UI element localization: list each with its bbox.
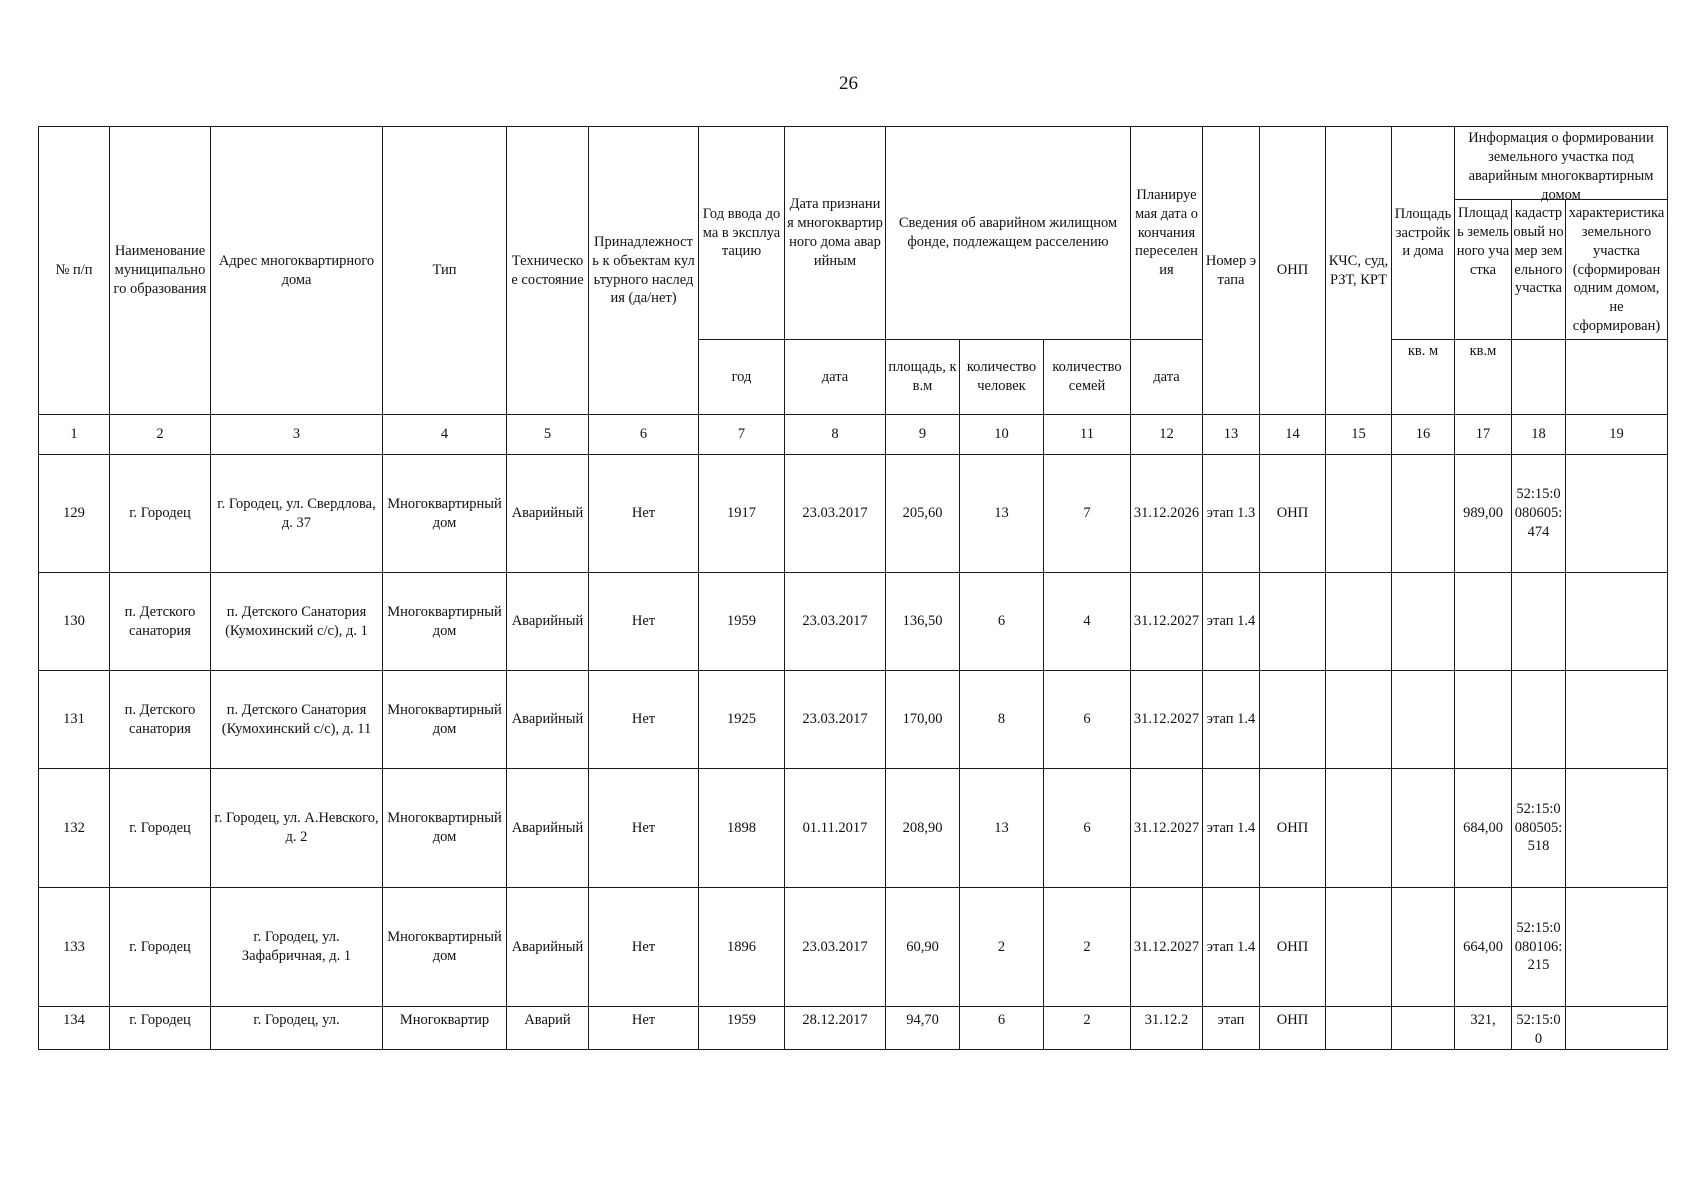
cell-heritage: Нет <box>589 1007 699 1050</box>
header-row <box>39 127 1668 340</box>
cell-state: Аварийный <box>507 769 589 888</box>
header-municipality: Наименование муниципального образования <box>110 127 211 415</box>
cell-type: Многоквартир <box>383 1007 507 1050</box>
cell-plan-date: 31.12.2027 <box>1131 573 1203 671</box>
cell-families: 2 <box>1044 888 1131 1007</box>
column-number: 19 <box>1566 415 1668 455</box>
table-row <box>39 573 1668 671</box>
cell-people: 13 <box>960 455 1044 573</box>
column-number: 7 <box>699 415 785 455</box>
header-recognition-date: Дата признания многоквартирного дома аварийным <box>785 127 886 340</box>
cell-number: 134 <box>39 1007 110 1050</box>
cell-number: 132 <box>39 769 110 888</box>
cell-plan-date: 31.12.2027 <box>1131 769 1203 888</box>
cell-number: 129 <box>39 455 110 573</box>
header-housing-fund: Сведения об аварийном жилищном фонде, подлежащем расселению <box>886 127 1131 340</box>
cell-people: 8 <box>960 671 1044 769</box>
header-land-area: Площадь земельного участка <box>1455 200 1512 339</box>
cell-plan-date: 31.12.2027 <box>1131 671 1203 769</box>
cell-year: 1959 <box>699 1007 785 1050</box>
unit-plan-date: дата <box>1131 340 1203 415</box>
cell-onp: ОНП <box>1260 888 1326 1007</box>
cell-building-area <box>1392 1007 1455 1050</box>
cell-land-area <box>1455 671 1512 769</box>
header-planned-date: Планируемая дата окончания переселения <box>1131 127 1203 340</box>
unit-families: количество семей <box>1044 340 1131 415</box>
cell-stage: этап 1.4 <box>1203 769 1260 888</box>
cell-kchs <box>1326 888 1392 1007</box>
cell-heritage: Нет <box>589 888 699 1007</box>
cell-families: 4 <box>1044 573 1131 671</box>
cell-land-area <box>1455 573 1512 671</box>
cell-people: 13 <box>960 769 1044 888</box>
cell-land-characteristic <box>1566 1007 1668 1050</box>
unit-characteristic-cont <box>1566 340 1668 415</box>
cell-kchs <box>1326 455 1392 573</box>
column-number: 8 <box>785 415 886 455</box>
column-number: 11 <box>1044 415 1131 455</box>
cell-plan-date: 31.12.2027 <box>1131 888 1203 1007</box>
cell-families: 7 <box>1044 455 1131 573</box>
column-number: 1 <box>39 415 110 455</box>
cell-kchs <box>1326 769 1392 888</box>
unit-building-area: кв. м <box>1392 340 1455 415</box>
cell-date: 01.11.2017 <box>785 769 886 888</box>
header-number: № п/п <box>39 127 110 415</box>
column-number: 18 <box>1512 415 1566 455</box>
cell-stage: этап 1.4 <box>1203 573 1260 671</box>
cell-address: п. Детского Санатория (Кумохинский с/с), д. 1 <box>211 573 383 671</box>
cell-stage: этап <box>1203 1007 1260 1050</box>
column-number: 15 <box>1326 415 1392 455</box>
unit-area: площадь, кв.м <box>886 340 960 415</box>
cell-type: Многоквартирный дом <box>383 573 507 671</box>
cell-stage: этап 1.4 <box>1203 888 1260 1007</box>
table-row <box>39 455 1668 573</box>
column-number: 16 <box>1392 415 1455 455</box>
table-row <box>39 888 1668 1007</box>
cell-cadastral: 52:15:0080106:215 <box>1512 888 1566 1007</box>
unit-land-area: кв.м <box>1455 340 1512 415</box>
cell-land-area: 664,00 <box>1455 888 1512 1007</box>
cell-plan-date: 31.12.2026 <box>1131 455 1203 573</box>
column-number: 12 <box>1131 415 1203 455</box>
cell-state: Аварий <box>507 1007 589 1050</box>
header-building-area: Площадь застройки дома <box>1392 127 1455 340</box>
column-number: 17 <box>1455 415 1512 455</box>
column-number: 2 <box>110 415 211 455</box>
header-land-info <box>1455 127 1668 340</box>
cell-address: г. Городец, ул. А.Невского, д. 2 <box>211 769 383 888</box>
cell-building-area <box>1392 671 1455 769</box>
cell-area: 205,60 <box>886 455 960 573</box>
cell-cadastral <box>1512 573 1566 671</box>
cell-people: 6 <box>960 1007 1044 1050</box>
page-number: 26 <box>839 73 858 94</box>
unit-people: количество человек <box>960 340 1044 415</box>
table-body <box>39 455 1668 1050</box>
cell-address: п. Детского Санатория (Кумохинский с/с), д. 11 <box>211 671 383 769</box>
cell-onp: ОНП <box>1260 455 1326 573</box>
cell-address: г. Городец, ул. <box>211 1007 383 1050</box>
cell-heritage: Нет <box>589 671 699 769</box>
cell-address: г. Городец, ул. Зафабричная, д. 1 <box>211 888 383 1007</box>
cell-onp <box>1260 671 1326 769</box>
column-number: 6 <box>589 415 699 455</box>
cell-kchs <box>1326 573 1392 671</box>
cell-kchs <box>1326 671 1392 769</box>
table-row <box>39 671 1668 769</box>
cell-municipality: п. Детского санатория <box>110 573 211 671</box>
cell-type: Многоквартирный дом <box>383 888 507 1007</box>
header-land-info-title: Информация о формировании земельного участка под аварийным многоквартирным домом <box>1455 127 1667 200</box>
cell-type: Многоквартирный дом <box>383 769 507 888</box>
cell-year: 1925 <box>699 671 785 769</box>
cell-area: 60,90 <box>886 888 960 1007</box>
cell-people: 6 <box>960 573 1044 671</box>
column-number: 5 <box>507 415 589 455</box>
cell-state: Аварийный <box>507 573 589 671</box>
cell-year: 1898 <box>699 769 785 888</box>
column-number: 3 <box>211 415 383 455</box>
cell-state: Аварийный <box>507 455 589 573</box>
cell-families: 6 <box>1044 671 1131 769</box>
cell-land-characteristic <box>1566 671 1668 769</box>
cell-heritage: Нет <box>589 769 699 888</box>
header-address: Адрес многоквартирного дома <box>211 127 383 415</box>
cell-cadastral: 52:15:0080605:474 <box>1512 455 1566 573</box>
header-commission-year: Год ввода дома в эксплуатацию <box>699 127 785 340</box>
cell-land-area: 684,00 <box>1455 769 1512 888</box>
cell-date: 28.12.2017 <box>785 1007 886 1050</box>
cell-year: 1917 <box>699 455 785 573</box>
table-row <box>39 1007 1668 1050</box>
cell-building-area <box>1392 573 1455 671</box>
unit-cadastral-cont <box>1512 340 1566 415</box>
cell-municipality: г. Городец <box>110 1007 211 1050</box>
cell-number: 131 <box>39 671 110 769</box>
cell-building-area <box>1392 888 1455 1007</box>
cell-land-characteristic <box>1566 888 1668 1007</box>
cell-building-area <box>1392 769 1455 888</box>
cell-families: 2 <box>1044 1007 1131 1050</box>
header-stage: Номер этапа <box>1203 127 1260 415</box>
cell-year: 1959 <box>699 573 785 671</box>
header-kchs: КЧС, суд, РЗТ, КРТ <box>1326 127 1392 415</box>
cell-municipality: п. Детского санатория <box>110 671 211 769</box>
cell-area: 94,70 <box>886 1007 960 1050</box>
cell-area: 136,50 <box>886 573 960 671</box>
column-number: 10 <box>960 415 1044 455</box>
table-header <box>39 127 1668 455</box>
cell-date: 23.03.2017 <box>785 671 886 769</box>
cell-onp: ОНП <box>1260 769 1326 888</box>
cell-number: 133 <box>39 888 110 1007</box>
cell-type: Многоквартирный дом <box>383 671 507 769</box>
cell-stage: этап 1.4 <box>1203 671 1260 769</box>
header-land-info-subgroup <box>1455 200 1667 339</box>
cell-land-characteristic <box>1566 573 1668 671</box>
cell-people: 2 <box>960 888 1044 1007</box>
cell-land-characteristic <box>1566 769 1668 888</box>
cell-area: 208,90 <box>886 769 960 888</box>
cell-date: 23.03.2017 <box>785 455 886 573</box>
cell-state: Аварийный <box>507 671 589 769</box>
cell-type: Многоквартирный дом <box>383 455 507 573</box>
cell-plan-date: 31.12.2 <box>1131 1007 1203 1050</box>
cell-municipality: г. Городец <box>110 455 211 573</box>
column-numbers-row <box>39 415 1668 455</box>
cell-land-characteristic <box>1566 455 1668 573</box>
unit-year: год <box>699 340 785 415</box>
cell-stage: этап 1.3 <box>1203 455 1260 573</box>
header-onp: ОНП <box>1260 127 1326 415</box>
header-land-characteristic: характеристика земельного участка (сформирован одним домом, не сформирован) <box>1568 205 1665 335</box>
header-technical-state: Техническое состояние <box>507 127 589 415</box>
column-number: 9 <box>886 415 960 455</box>
cell-cadastral: 52:15:0080505:518 <box>1512 769 1566 888</box>
cell-date: 23.03.2017 <box>785 888 886 1007</box>
cell-address: г. Городец, ул. Свердлова, д. 37 <box>211 455 383 573</box>
table-row <box>39 769 1668 888</box>
cell-onp <box>1260 573 1326 671</box>
column-number: 13 <box>1203 415 1260 455</box>
cell-building-area <box>1392 455 1455 573</box>
cell-state: Аварийный <box>507 888 589 1007</box>
cell-families: 6 <box>1044 769 1131 888</box>
cell-cadastral: 52:15:00 <box>1512 1007 1566 1050</box>
cell-onp: ОНП <box>1260 1007 1326 1050</box>
column-number: 4 <box>383 415 507 455</box>
cell-heritage: Нет <box>589 573 699 671</box>
cell-heritage: Нет <box>589 455 699 573</box>
cell-area: 170,00 <box>886 671 960 769</box>
cell-municipality: г. Городец <box>110 888 211 1007</box>
cell-land-area: 989,00 <box>1455 455 1512 573</box>
cell-number: 130 <box>39 573 110 671</box>
header-heritage: Принадлежность к объектам культурного наследия (да/нет) <box>589 127 699 415</box>
cell-cadastral <box>1512 671 1566 769</box>
cell-year: 1896 <box>699 888 785 1007</box>
header-cadastral: кадастровый номер земельного участка <box>1512 200 1566 339</box>
register-table <box>38 126 1668 1050</box>
cell-municipality: г. Городец <box>110 769 211 888</box>
column-number: 14 <box>1260 415 1326 455</box>
cell-land-area: 321, <box>1455 1007 1512 1050</box>
cell-kchs <box>1326 1007 1392 1050</box>
cell-date: 23.03.2017 <box>785 573 886 671</box>
unit-date: дата <box>785 340 886 415</box>
header-type: Тип <box>383 127 507 415</box>
